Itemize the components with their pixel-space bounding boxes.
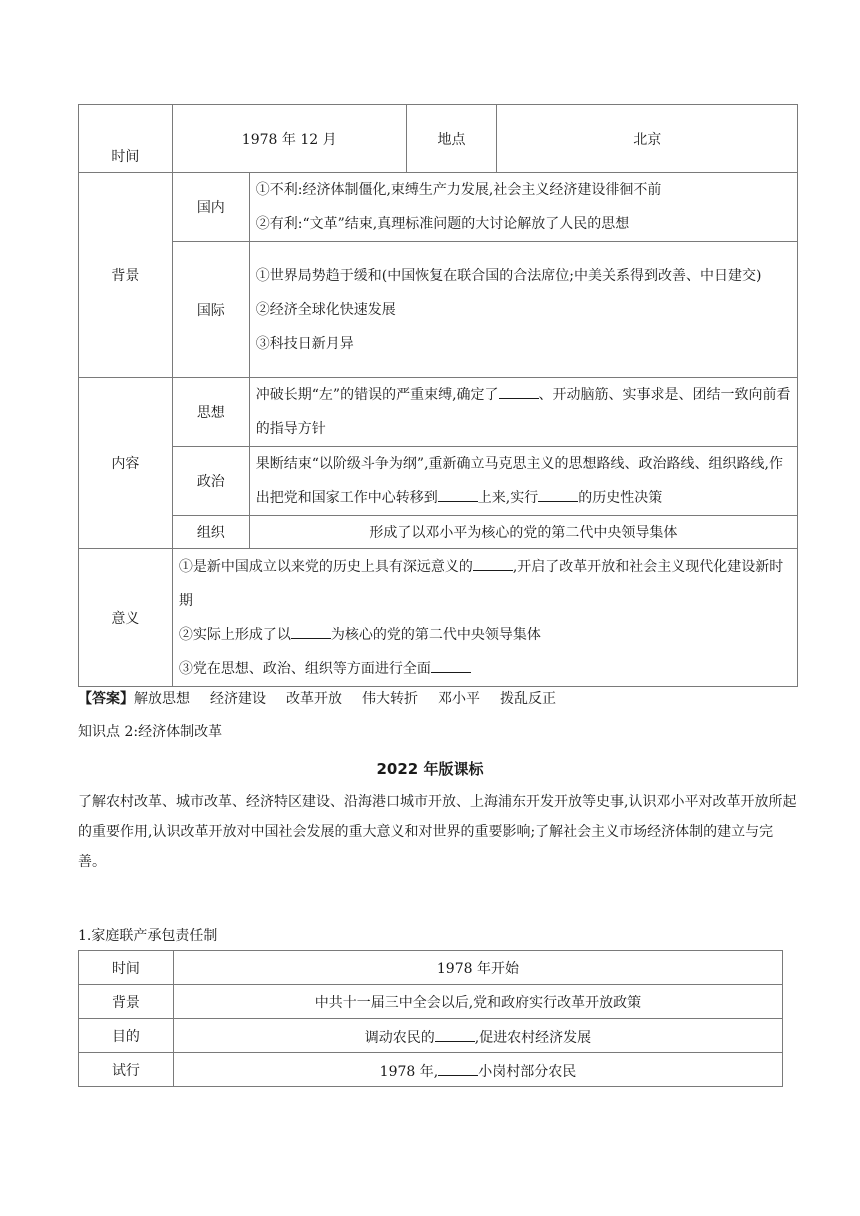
domestic-content — [249, 173, 797, 242]
household-contract-table — [78, 950, 783, 1087]
trial-text-b: 小岗村部分农民 — [478, 1063, 577, 1080]
meaning-line-2 — [179, 618, 793, 652]
intl-line-2: ②经济全球化快速发展 — [255, 301, 396, 318]
row-value — [173, 1053, 782, 1087]
meaning-line-3 — [179, 652, 793, 686]
row-value: 1978 年开始 — [173, 951, 782, 985]
answer-item: 解放思想 — [134, 691, 190, 707]
thought-text-b: 、开动脑筋、实事求是、团结一致向前看的指导方针 — [255, 387, 791, 437]
domestic-line-1: ①不利:经济体制僵化,束缚生产力发展,社会主义经济建设徘徊不前 — [255, 182, 662, 198]
time-value: 1978 年 12 月 — [172, 105, 406, 173]
row-value — [173, 1019, 782, 1053]
intl-line-1: ①世界局势趋于缓和(中国恢复在联合国的合法席位;中美关系得到改善、中日建交) — [255, 267, 762, 284]
meaning-1-text-b: ,开启了改革开放和社会主义现代化建设新时期 — [178, 558, 784, 609]
meaning-2-text-b: 为核心的党的第二代中央领导集体 — [330, 626, 541, 643]
intl-line-3: ③科技日新月异 — [255, 335, 354, 352]
fill-blank — [438, 1059, 478, 1076]
fill-blank — [435, 1025, 475, 1042]
row-label: 时间 — [79, 951, 174, 985]
fill-blank — [538, 485, 578, 502]
section-title: 1.家庭联产承包责任制 — [78, 928, 218, 944]
politics-text-b: 上来,实行 — [477, 490, 539, 506]
answer-item: 改革开放 — [286, 691, 342, 707]
answer-item: 经济建设 — [210, 691, 266, 707]
answer-item: 伟大转折 — [362, 691, 418, 707]
place-value: 北京 — [497, 105, 798, 173]
trial-text-a: 1978 年, — [379, 1063, 439, 1080]
meaning-2-text-a: ②实际上形成了以 — [178, 626, 291, 643]
review-table-third-plenum — [78, 104, 798, 687]
politics-text-c: 的历史性决策 — [578, 490, 663, 506]
thought-label: 思想 — [172, 378, 249, 447]
intl-content — [249, 242, 797, 378]
thought-text-a: 冲破长期“左”的错误的严重束缚,确定了 — [255, 387, 499, 403]
domestic-label: 国内 — [172, 173, 249, 242]
background-label: 背景 — [79, 173, 173, 378]
content-label: 内容 — [79, 378, 173, 549]
politics-label: 政治 — [172, 447, 249, 516]
domestic-line-2: ②有利:“文革”结束,真理标准问题的大讨论解放了人民的思想 — [255, 216, 630, 232]
org-label: 组织 — [172, 516, 249, 549]
meaning-1-text-a: ①是新中国成立以来党的历史上具有深远意义的 — [178, 558, 473, 575]
row-label: 目的 — [79, 1019, 174, 1053]
intl-label: 国际 — [172, 242, 249, 378]
fill-blank — [473, 554, 513, 571]
meaning-line-1 — [179, 550, 793, 618]
fill-blank — [431, 656, 471, 673]
row-label: 背景 — [79, 985, 174, 1019]
answer-line — [78, 688, 576, 708]
meaning-3-text-a: ③党在思想、政治、组织等方面进行全面 — [178, 660, 431, 677]
purpose-text-b: ,促进农村经济发展 — [474, 1029, 592, 1046]
time-label: 时间 — [79, 105, 173, 173]
place-label: 地点 — [406, 105, 497, 173]
knowledge-point-title: 知识点 2:经济体制改革 — [78, 724, 223, 740]
curriculum-standard-text: 了解农村改革、城市改革、经济特区建设、沿海港口城市开放、上海浦东开发开放等史事,认识邓小平对改革开放所起的重要作用,认识改革开放对中国社会发展的重大意义和对世界的重要影响;了解社会主义市场经济体制的建立与完善。 — [78, 794, 797, 870]
fill-blank — [438, 485, 478, 502]
fill-blank — [291, 622, 331, 639]
row-label: 试行 — [79, 1053, 174, 1087]
org-value: 形成了以邓小平为核心的党的第二代中央领导集体 — [249, 516, 797, 549]
curriculum-heading: 2022 年版课标 — [376, 760, 484, 778]
answer-item: 拨乱反正 — [500, 691, 556, 707]
meaning-content — [172, 549, 797, 687]
politics-content — [249, 447, 797, 516]
fill-blank — [499, 382, 539, 399]
meaning-label: 意义 — [79, 549, 173, 687]
answer-label: 【答案】 — [78, 691, 134, 707]
politics-text-a: 果断结束“以阶级斗争为纲”,重新确立马克思主义的思想路线、政治路线、组织路线,作出把党和国家工作中心转移到 — [255, 456, 783, 506]
thought-content — [249, 378, 797, 447]
purpose-text-a: 调动农民的 — [364, 1029, 435, 1046]
answer-item: 邓小平 — [438, 691, 480, 707]
row-value: 中共十一届三中全会以后,党和政府实行改革开放政策 — [173, 985, 782, 1019]
